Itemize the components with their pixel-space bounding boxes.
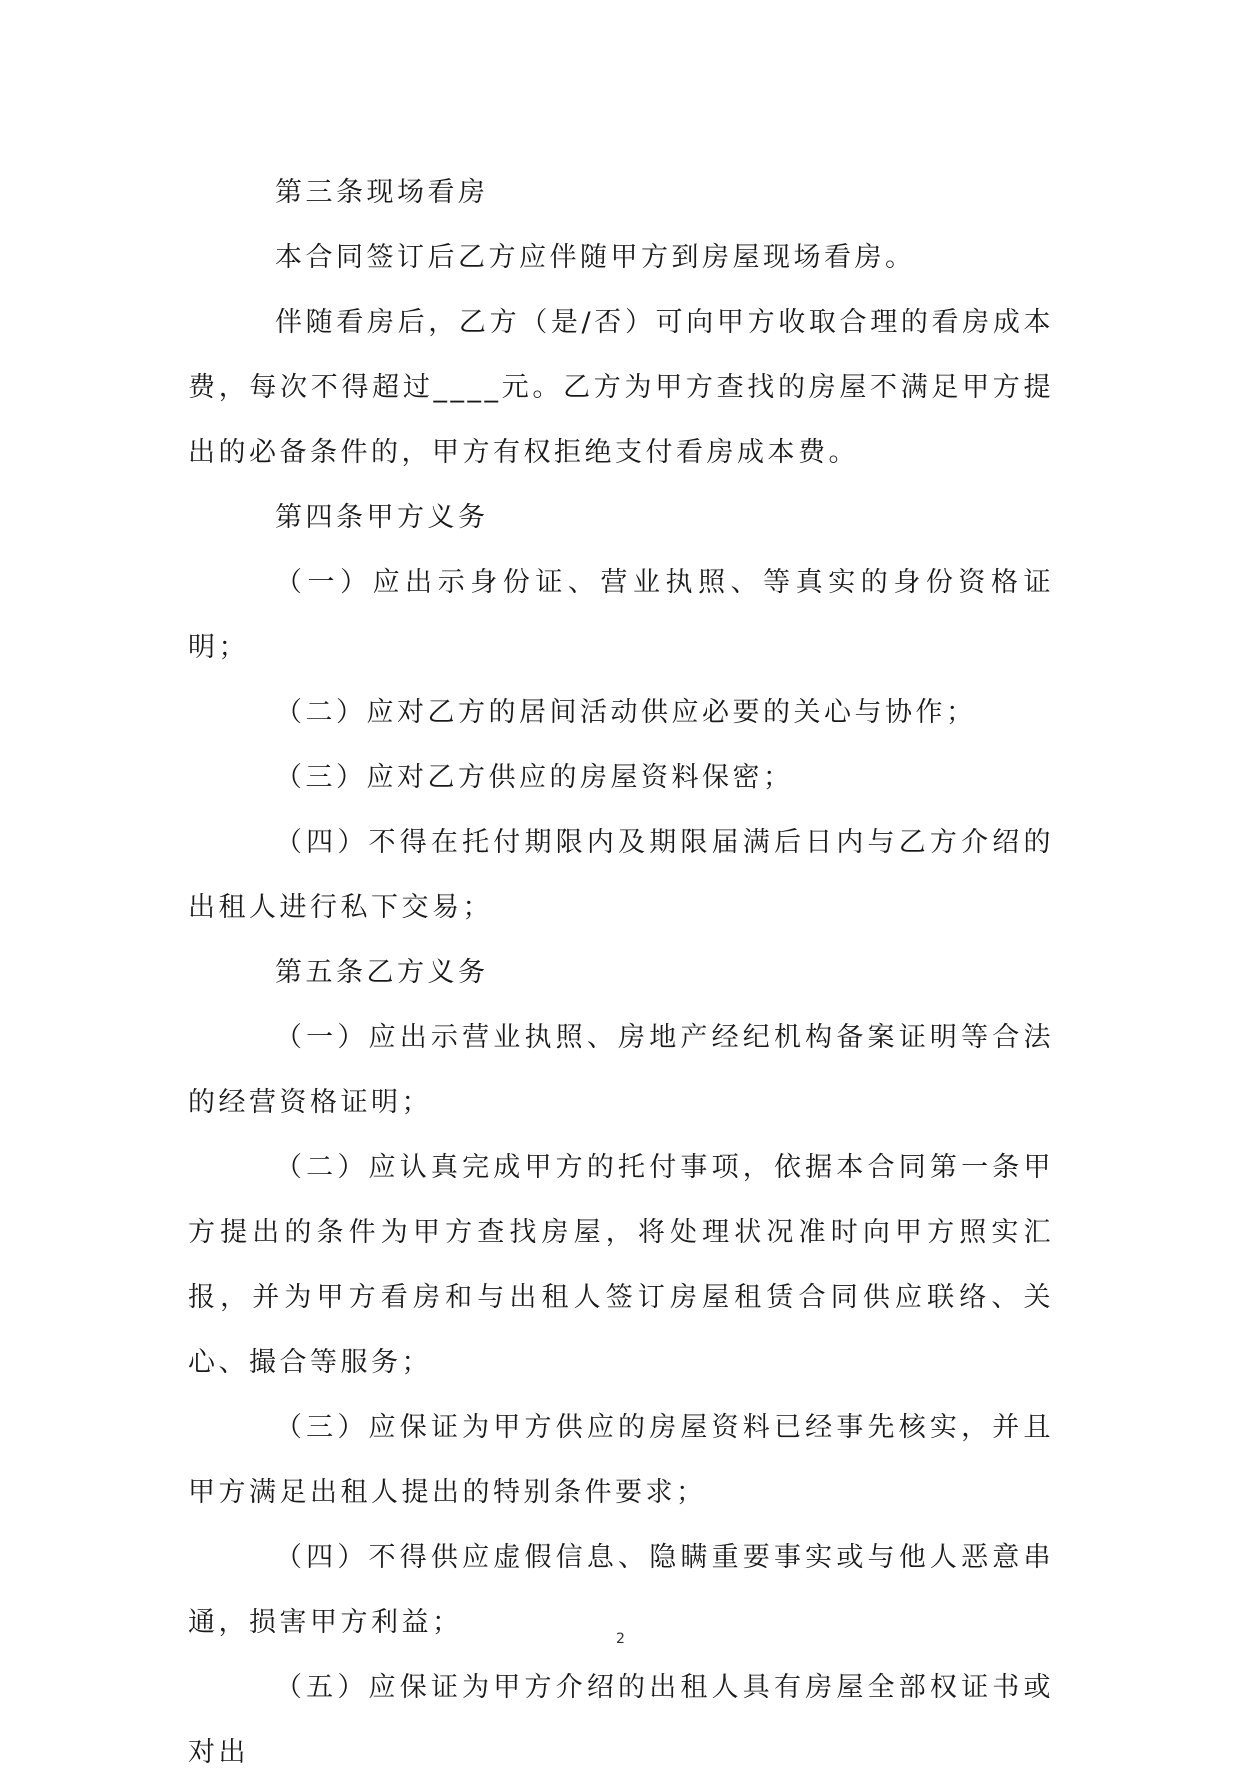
- clause-heading-4: 第四条甲方义务: [275, 502, 489, 533]
- list-item: （五）应保证为甲方介绍的出租人具有房屋全部权证书或对出: [188, 1672, 1054, 1768]
- page-number: 2: [616, 1631, 625, 1647]
- list-item: （四）不得在托付期限内及期限届满后日内与乙方介绍的出租人进行私下交易；: [188, 827, 1054, 923]
- clause-heading-3: 第三条现场看房: [275, 177, 489, 208]
- list-item: （二）应对乙方的居间活动供应必要的关心与协作；: [275, 697, 977, 728]
- list-item: （四）不得供应虚假信息、隐瞒重要事实或与他人恶意串通，损害甲方利益；: [188, 1542, 1054, 1638]
- paragraph: 伴随看房后，乙方（是/否）可向甲方收取合理的看房成本费，每次不得超过____元。乙方为甲方查找的房屋不满足甲方提出的必备条件的，甲方有权拒绝支付看房成本费。: [188, 307, 1054, 468]
- list-item: （一）应出示身份证、营业执照、等真实的身份资格证明；: [188, 567, 1054, 663]
- list-item: （一）应出示营业执照、房地产经纪机构备案证明等合法的经营资格证明；: [188, 1022, 1054, 1118]
- document-body: [188, 160, 1054, 1785]
- paragraph: 本合同签订后乙方应伴随甲方到房屋现场看房。: [275, 242, 916, 273]
- list-item: （三）应对乙方供应的房屋资料保密；: [275, 762, 794, 793]
- clause-heading-5: 第五条乙方义务: [275, 957, 489, 988]
- list-item: （二）应认真完成甲方的托付事项，依据本合同第一条甲方提出的条件为甲方查找房屋，将处理状况准时向甲方照实汇报，并为甲方看房和与出租人签订房屋租赁合同供应联络、关心、撮合等服务；: [188, 1152, 1054, 1378]
- list-item: （三）应保证为甲方供应的房屋资料已经事先核实，并且甲方满足出租人提出的特别条件要求；: [188, 1412, 1054, 1508]
